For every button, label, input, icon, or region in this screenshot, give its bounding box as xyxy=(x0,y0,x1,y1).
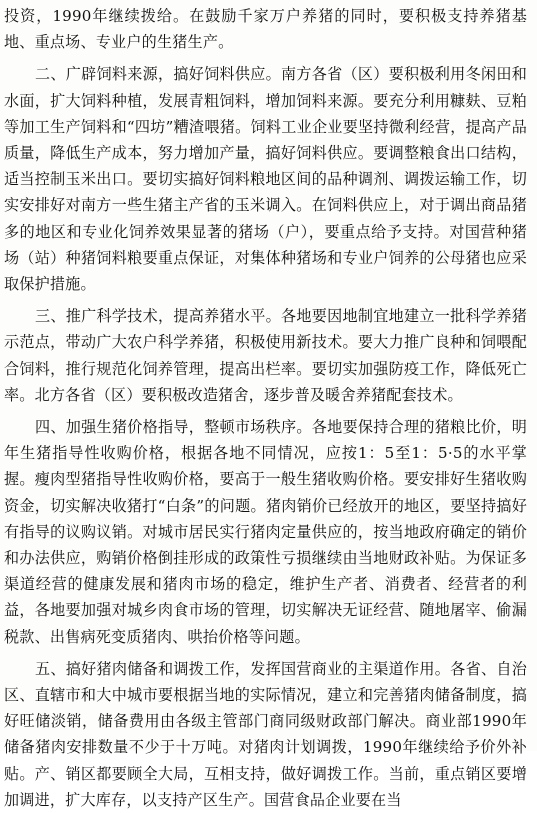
paragraph-section-5-pork-reserves: 五、搞好猪肉储备和调拨工作，发挥国营商业的主渠道作用。各省、自治区、直辖市和大中城市要根据当地的实际情况，建立和完善猪肉储备制度，搞好旺储淡销，储备费用由各级主管部门商同级财政部门解决。商业部1990年储备猪肉安排数量不少于十万吨。对猪肉计划调拨，1990年继续给予价外补贴。产、销区都要顾全大局，互相支持，做好调拨工作。当前，重点销区要增加调进，扩大库存，以支持产区生产。国营食品企业要在当 xyxy=(4,659,527,809)
paragraph-section-4-price-guidance: 四、加强生猪价格指导，整顿市场秩序。各地要保持合理的猪粮比价，明年生猪指导性收购价格，根据各地不同情况，应按1：5至1：5·5的水平掌握。瘦肉型猪指导性收购价格，要高于一般生猪收购价格。要安排好生猪收购资金，切实解决收猪打“白条”的问题。猪肉销价已经放开的地区，要坚持搞好有指导的议购议销。对城市居民实行猪肉定量供应的，按当地政府确定的销价和办法供应，购销价格倒挂形成的政策性亏损继续由当地财政补贴。为保证多渠道经营的健康发展和猪肉市场的稳定，维护生产者、消费者、经营者的利益，各地要加强对城乡肉食市场的管理，切实解决无证经营、随地屠宰、偷漏税款、出售病死变质猪肉、哄抬价格等问题。 xyxy=(4,418,527,646)
paragraph-continuation: 投资，1990年继续拨给。在鼓励千家万户养猪的同时，要积极支持养猪基地、重点场、专业户的生猪生产。 xyxy=(4,7,527,52)
paragraph-section-3-science-technology: 三、推广科学技术，提高养猪水平。各地要因地制宜地建立一批科学养猪示范点，带动广大农户科学养猪，积极使用新技术。要大力推广良种和饲喂配合饲料，推行规范化饲养管理，提高出栏率。要切实加强防疫工作，降低死亡率。北方各省（区）要积极改造猪舍，逐步普及暖舍养猪配套技术。 xyxy=(4,307,527,404)
paragraph-section-2-feed-supply: 二、广辟饲料来源，搞好饲料供应。南方各省（区）要积极利用冬闲田和水面，扩大饲料种植，发展青粗饲料，增加饲料来源。要充分利用糠麸、豆粕等加工生产饲料和“四坊”糟渣喂猪。饲料工业企业要坚持微利经营，提高产品质量，降低生产成本，努力增加产量，搞好饲料供应。要调整粮食出口结构，适当控制玉米出口。要切实搞好饲料粮地区间的品种调剂、调拨运输工作，切实安排好对南方一些生猪主产省的玉米调入。在饲料供应上，对于调出商品猪多的地区和专业化饲养效果显著的猪场（户），要重点给予支持。对国营种猪场（站）种猪饲料粮要重点保证，对集体种猪场和专业户饲养的公母猪也应采取保护措施。 xyxy=(4,65,527,294)
